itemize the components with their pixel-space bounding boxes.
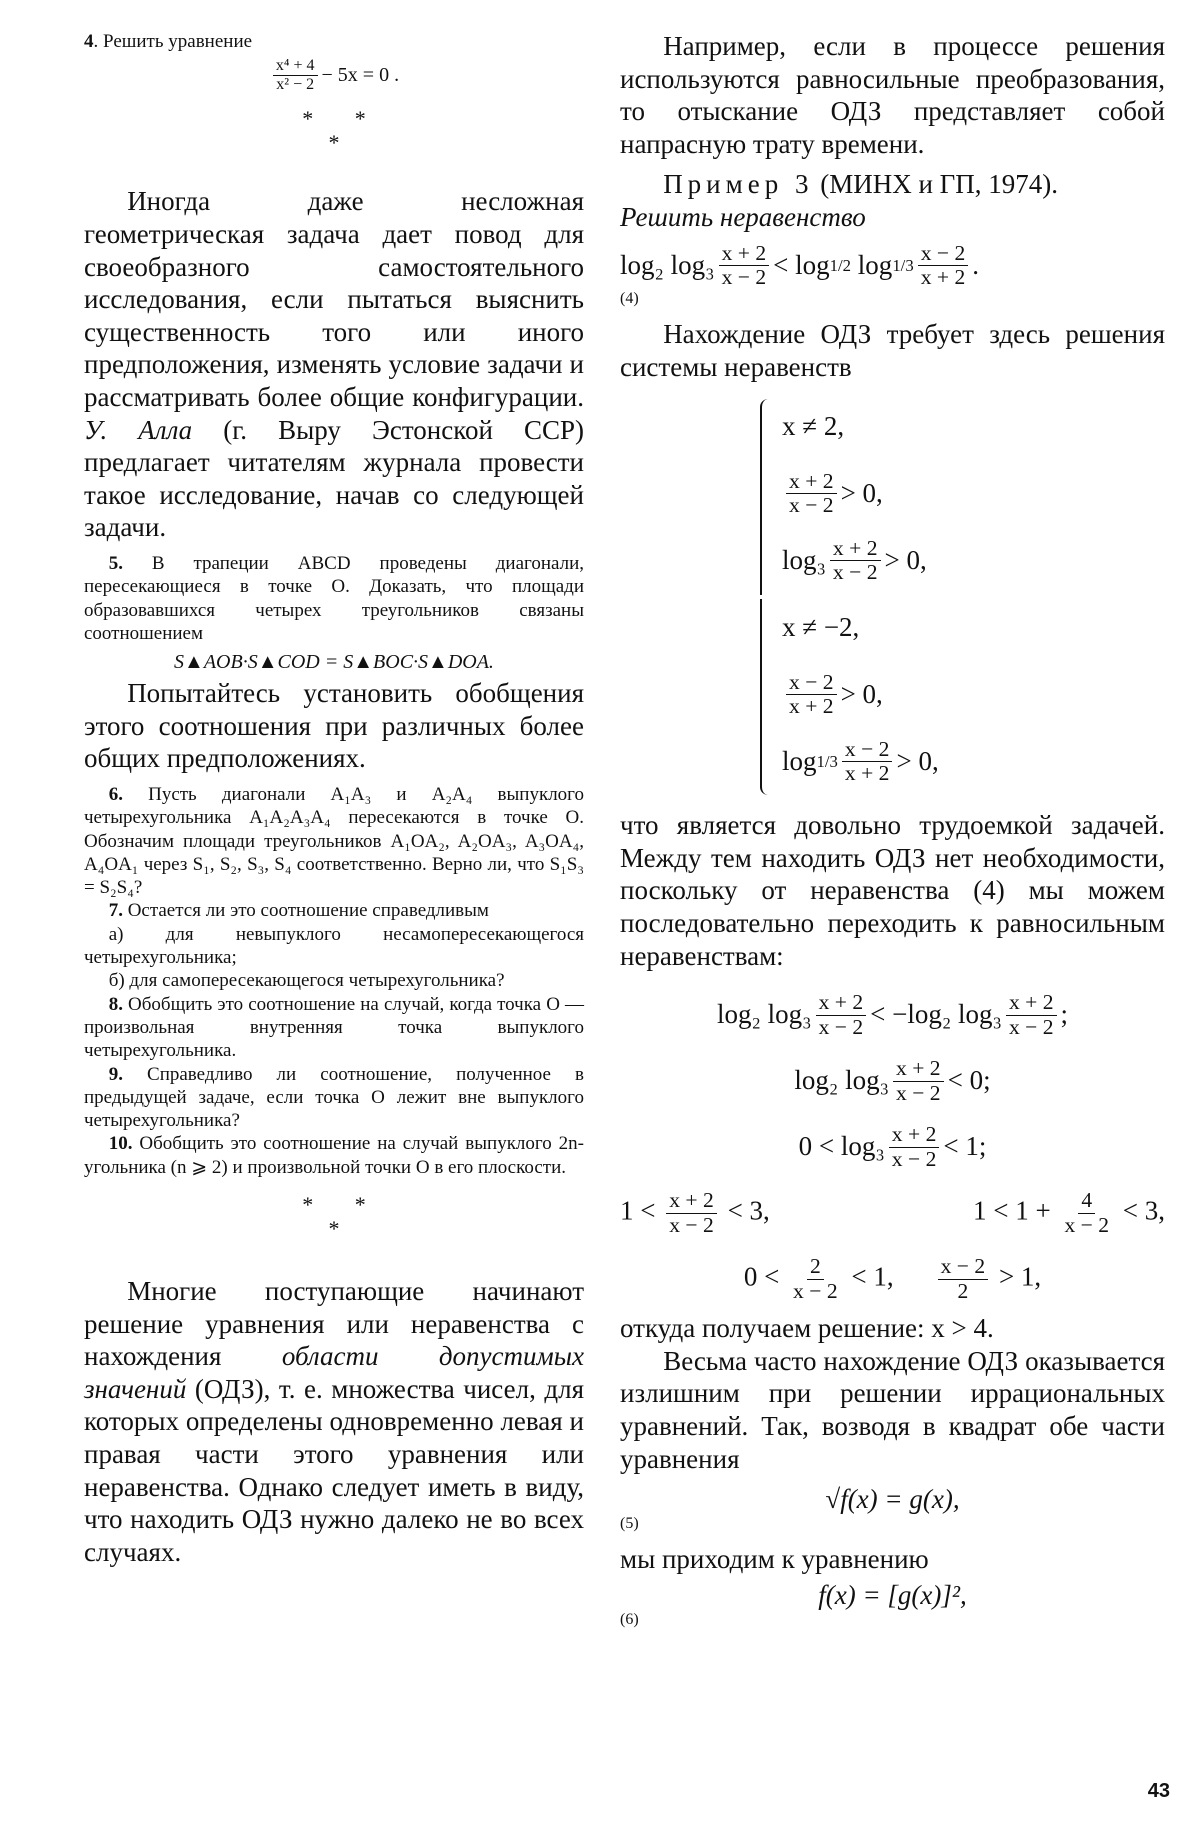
separator-star: * bbox=[328, 130, 340, 156]
numerator: 4 bbox=[1078, 1189, 1095, 1214]
end: > 1, bbox=[998, 1261, 1042, 1292]
term-odz: области допустимых значений bbox=[84, 1341, 585, 1404]
system-of-inequalities bbox=[760, 393, 1165, 795]
paragraph-text-rest: (ОДЗ), т. е. множества чисел, для которых определены одновременно левая и правая части этого уравнения или неравенства. Однако следует иметь в виду, что находить ОДЗ нужно далеко не во всех случаях. bbox=[84, 1373, 584, 1567]
problem-number: 8. bbox=[108, 993, 123, 1015]
fraction bbox=[918, 242, 969, 291]
chain-step-5 bbox=[620, 1246, 1165, 1312]
denominator: x + 2 bbox=[844, 761, 890, 786]
numerator: x⁴ + 4 bbox=[273, 57, 318, 76]
system-row bbox=[782, 393, 1165, 460]
problem-text: Решить уравнение bbox=[103, 31, 253, 52]
denominator: x − 2 bbox=[1008, 1014, 1054, 1039]
paragraph-odz bbox=[84, 1275, 584, 1568]
problem-9 bbox=[84, 1063, 584, 1133]
separator-stars: * * bbox=[302, 1192, 366, 1218]
problem-5 bbox=[84, 552, 584, 645]
relation: > 0, bbox=[840, 679, 883, 710]
system-row bbox=[782, 594, 1165, 661]
problem-7b: б) для самопересекающегося четырехугольника? bbox=[108, 970, 505, 992]
equation-tail: − 5x = 0 . bbox=[321, 64, 400, 87]
inequality-4: log₂ log₃ $\frac{x + 2}{x - 2}$ < log 1/2 log 1/3 $\frac{x - 2}{x + 2}$ . (4) bbox=[620, 240, 980, 308]
separator-stars: * * bbox=[302, 106, 366, 132]
separator-star: * bbox=[328, 1216, 340, 1242]
chain-step-4 bbox=[620, 1180, 1165, 1246]
chain-step-4a bbox=[620, 1189, 770, 1238]
formula-text: S▲AOB·S▲COD = S▲BOC·S▲DOA. bbox=[174, 651, 494, 674]
right-column bbox=[620, 30, 1165, 1635]
problem-number: 7. bbox=[108, 900, 123, 922]
problem-7a: а) для невыпуклого несамопересекающегося четырехугольника; bbox=[84, 923, 584, 969]
end: < 1; bbox=[943, 1131, 987, 1162]
middle: < −log₂ log₃ bbox=[870, 999, 1002, 1030]
chain-step-4b bbox=[973, 1189, 1165, 1238]
fraction bbox=[830, 537, 881, 586]
denominator: x − 2 bbox=[818, 1014, 864, 1039]
prefix: 0 < log₃ bbox=[798, 1131, 885, 1162]
row-text: x ≠ 2, bbox=[782, 411, 845, 442]
paragraph-text-rest: (г. Выру Эстонской ССР) предлагает читателям журнала провести такое исследование, начав со следующей задачи. bbox=[84, 414, 585, 543]
fraction bbox=[786, 470, 837, 519]
equation-text: √f(x) = g(x), bbox=[825, 1484, 960, 1515]
denominator: x − 2 bbox=[1064, 1212, 1110, 1237]
relation: > 0, bbox=[896, 746, 939, 777]
denominator: x − 2 bbox=[896, 1080, 941, 1105]
fraction bbox=[889, 1123, 940, 1172]
relation: > 0, bbox=[840, 478, 883, 509]
section-separator bbox=[84, 107, 584, 155]
equation-problem-4 bbox=[84, 57, 584, 93]
problem-text: Остается ли это соотношение справедливым bbox=[127, 900, 489, 922]
problem-number: 10. bbox=[108, 1133, 133, 1155]
problem-number: 9. bbox=[108, 1063, 123, 1085]
numerator: x − 2 bbox=[938, 1255, 989, 1280]
equation-6 bbox=[620, 1581, 1165, 1629]
end: < 3, bbox=[1122, 1195, 1165, 1226]
denominator: x − 2 bbox=[669, 1212, 714, 1237]
denominator: x − 2 bbox=[891, 1146, 937, 1171]
task-text: Решить неравенство bbox=[620, 201, 866, 232]
brace-top bbox=[760, 399, 774, 595]
fraction bbox=[816, 991, 867, 1040]
prefix: log₂ log₃ bbox=[716, 999, 812, 1030]
equation-number: (5) bbox=[620, 1514, 639, 1532]
numerator: x + 2 bbox=[1006, 991, 1057, 1016]
end: ; bbox=[1060, 999, 1069, 1030]
problem-7 bbox=[84, 899, 584, 922]
end: . bbox=[972, 249, 980, 280]
numerator: x + 2 bbox=[786, 470, 837, 495]
example-label: Пример 3 bbox=[663, 169, 814, 200]
numerator: x + 2 bbox=[816, 991, 867, 1016]
equation-5 bbox=[620, 1485, 1165, 1533]
paragraph-intro bbox=[84, 185, 584, 544]
fraction bbox=[666, 1189, 717, 1238]
author-name: У. Алла bbox=[84, 414, 193, 445]
problem-number: 4 bbox=[84, 31, 94, 52]
numerator: x + 2 bbox=[893, 1057, 944, 1082]
section-separator bbox=[84, 1193, 584, 1241]
prefix: 1 < 1 + bbox=[972, 1195, 1051, 1226]
prefix: log bbox=[782, 746, 817, 777]
equation-number: (4) bbox=[620, 290, 639, 308]
end: < 3, bbox=[727, 1195, 770, 1226]
lhs: log₂ log₃ bbox=[620, 249, 715, 280]
fraction bbox=[273, 57, 318, 93]
fraction bbox=[1061, 1189, 1112, 1238]
fraction bbox=[786, 671, 837, 720]
numerator: x − 2 bbox=[918, 242, 969, 267]
rhs-log: log bbox=[857, 249, 893, 280]
left-column bbox=[84, 30, 584, 1568]
formula-areas bbox=[84, 651, 584, 673]
fraction bbox=[790, 1255, 841, 1304]
numerator: x + 2 bbox=[830, 537, 881, 562]
prefix: 1 < bbox=[620, 1195, 656, 1226]
denominator: x − 2 bbox=[721, 265, 767, 290]
equation-number: (6) bbox=[620, 1611, 639, 1629]
problem-number: 5. bbox=[108, 553, 123, 575]
denominator: x² − 2 bbox=[276, 75, 315, 93]
end: < 1, bbox=[851, 1261, 894, 1292]
numerator: x + 2 bbox=[666, 1189, 717, 1214]
problem-4: 4. Решить уравнение bbox=[84, 31, 253, 52]
relation: > 0, bbox=[884, 545, 927, 576]
example-source: (МИНХ и ГП, 1974). bbox=[820, 169, 1059, 200]
fraction bbox=[938, 1255, 989, 1304]
chain-step-1 bbox=[620, 982, 1165, 1048]
denominator: x − 2 bbox=[832, 560, 878, 585]
paragraph-arrive: мы приходим к уравнению bbox=[620, 1543, 929, 1574]
problem-text: Пусть диагонали A₁A₃ и A₂A₄ выпуклого четырехугольника A₁A₂A₃A₄ пересекаются в точке O. Обозначим площади треугольников A₁OA₂, A₂OA₃, A₃OA₄, A₄OA₁ через S₁, S₂, S₃, S₄ соответственно. Верно ли, что S₁S₃ = S₂S₄? bbox=[84, 783, 584, 899]
system-row bbox=[782, 460, 1165, 527]
paragraph-text: Многие поступающие начинают решение уравнения или неравенства с нахождения bbox=[84, 1276, 584, 1372]
problem-text: Обобщить это соотношение на случай, когда точка O — произвольная внутренняя точка выпуклого четырехугольника. bbox=[84, 993, 584, 1062]
problem-10 bbox=[84, 1132, 584, 1179]
fraction bbox=[719, 242, 770, 291]
problem-number: 6. bbox=[108, 783, 123, 805]
system-row bbox=[782, 661, 1165, 728]
example-task bbox=[620, 201, 1165, 234]
example-heading bbox=[620, 168, 1165, 201]
row-text: x ≠ −2, bbox=[782, 612, 860, 643]
denominator: x + 2 bbox=[920, 265, 966, 290]
paragraph-generalize: Попытайтесь установить обобщения этого соотношения при различных более общих предположениях. bbox=[84, 678, 584, 774]
paragraph-example-intro: Например, если в процессе решения используются равносильные преобразования, то отыскание ОДЗ представляет собой напрасную трату времени. bbox=[620, 31, 1165, 159]
fraction bbox=[842, 738, 893, 787]
system-row: log 1/3 $\frac{x - 2}{x + 2}$ > 0, bbox=[782, 736, 939, 786]
prefix: 0 < bbox=[743, 1261, 780, 1292]
brace-bottom bbox=[760, 599, 774, 795]
numerator: x + 2 bbox=[719, 242, 770, 267]
paragraph-system-intro: Нахождение ОДЗ требует здесь решения системы неравенств bbox=[620, 319, 1165, 382]
paragraph-irrational: Весьма часто нахождение ОДЗ оказывается излишним при решении иррациональных уравнений. Так, возводя в квадрат обе части уравнения bbox=[620, 1345, 1165, 1474]
chain-step-5a bbox=[744, 1255, 894, 1304]
relation: < log bbox=[773, 249, 830, 280]
problem-6 bbox=[84, 783, 584, 899]
problem-text: В трапеции ABCD проведены диагонали, пересекающиеся в точке O. Доказать, что площади образовавшихся четырех треугольников связаны соотношением bbox=[84, 553, 584, 644]
fraction bbox=[1006, 991, 1057, 1040]
problem-text: Справедливо ли соотношение, полученное в предыдущей задаче, если точка O лежит вне выпуклого четырехугольника? bbox=[84, 1063, 584, 1132]
numerator: x − 2 bbox=[842, 738, 893, 763]
fraction bbox=[893, 1057, 944, 1106]
numerator: x − 2 bbox=[786, 671, 837, 696]
problem-8 bbox=[84, 993, 584, 1063]
end: < 0; bbox=[947, 1065, 991, 1096]
denominator: 2 bbox=[957, 1278, 969, 1303]
paragraph-solution: откуда получаем решение: x > 4. bbox=[620, 1313, 994, 1344]
system-row bbox=[782, 527, 1165, 594]
problem-text: Обобщить это соотношение на случай выпуклого 2n-угольника (n ⩾ 2) и произвольной точки O в его плоскости. bbox=[84, 1133, 585, 1178]
chain-step-5b bbox=[934, 1255, 1042, 1304]
prefix: log₂ log₃ bbox=[794, 1065, 890, 1096]
page-number: 43 bbox=[1147, 1780, 1170, 1802]
numerator: x + 2 bbox=[889, 1123, 940, 1148]
denominator: x + 2 bbox=[789, 694, 834, 719]
numerator: 2 bbox=[807, 1255, 824, 1280]
denominator: x − 2 bbox=[789, 493, 834, 518]
equation-text: f(x) = [g(x)]², bbox=[818, 1580, 967, 1611]
denominator: x − 2 bbox=[793, 1278, 838, 1303]
paragraph-transition: что является довольно трудоемкой задачей. Между тем находить ОДЗ нет необходимости, поскольку от неравенства (4) мы можем последовательно переходить к равносильным неравенствам: bbox=[620, 810, 1165, 971]
prefix: log₃ bbox=[782, 545, 826, 576]
paragraph-text: Иногда даже несложная геометрическая задача дает повод для своеобразного самостоятельного исследования, если пытаться выяснить существенность того или иного предположения, изменять условие задачи и рассматривать более общие конфигурации. bbox=[84, 186, 584, 413]
chain-step-3 bbox=[620, 1114, 1165, 1180]
chain-step-2 bbox=[620, 1048, 1165, 1114]
